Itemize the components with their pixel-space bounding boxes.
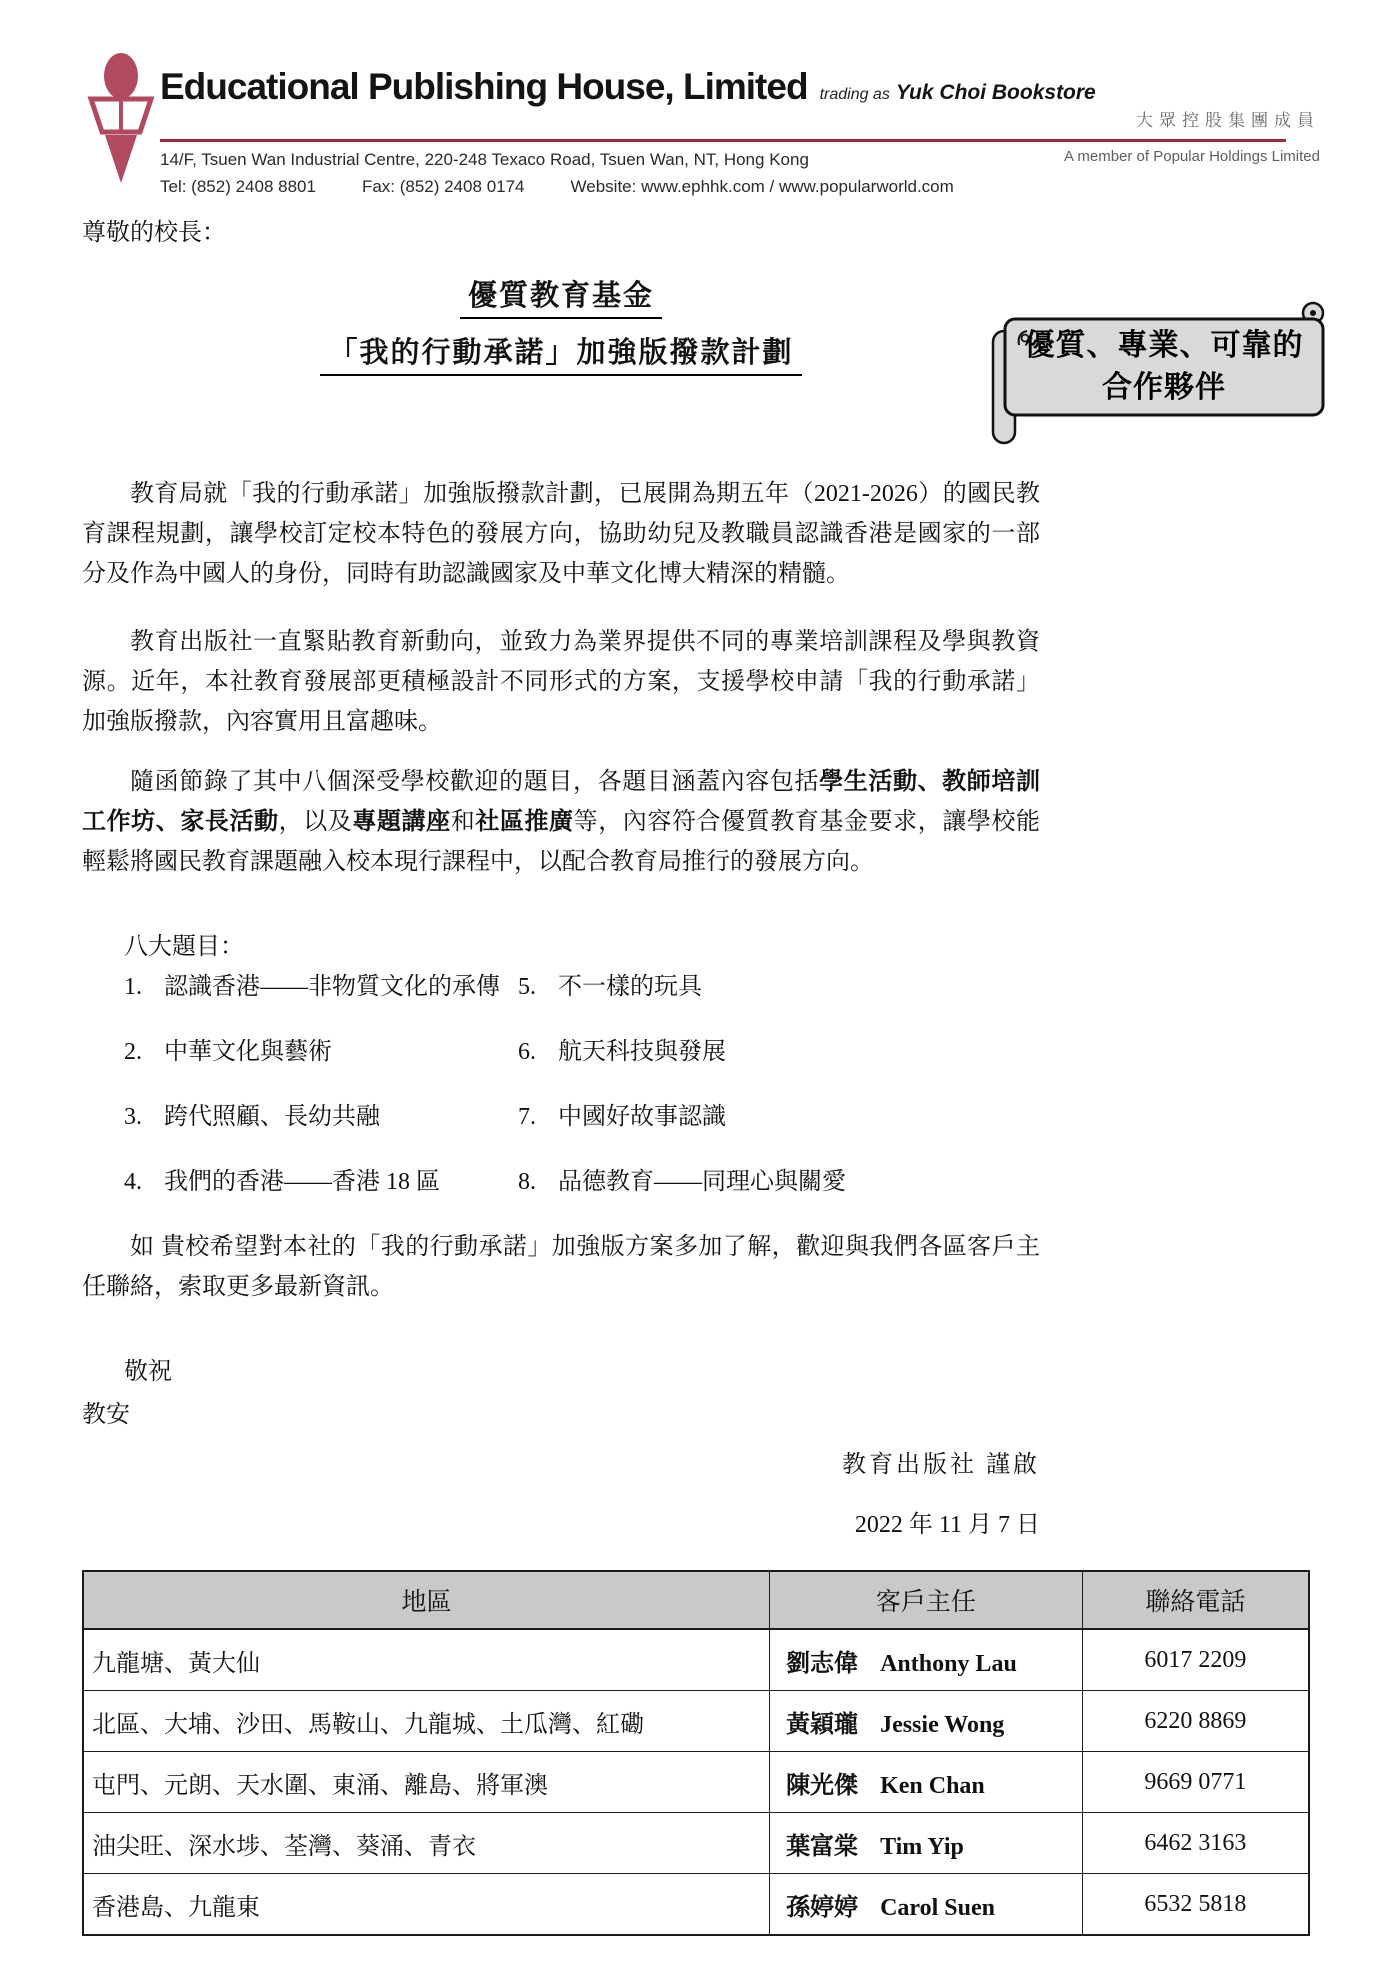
contact-table [82, 1570, 1310, 1936]
fax-label: Fax: (852) 2408 0174 [361, 177, 525, 196]
manager-cell: 陳光傑 Ken Chan [770, 1752, 1083, 1813]
topics-row [82, 1097, 1040, 1137]
paragraph-3-bold-seminar: 專題講座 [352, 809, 451, 835]
regards-line2: 教安 [82, 1402, 130, 1428]
title-line1: 優質教育基金 [460, 273, 662, 319]
table-row [83, 1752, 1309, 1813]
table-row [83, 1874, 1309, 1936]
table-row [83, 1691, 1309, 1752]
topics-row [82, 967, 1040, 1007]
letter-body [82, 200, 1310, 1936]
region-cell: 九龍塘、黃大仙 [83, 1629, 770, 1691]
region-cell: 屯門、元朗、天水圍、東涌、離島、將軍澳 [83, 1752, 770, 1813]
group-membership-cn: 大眾控股集團成員 [1136, 111, 1320, 130]
company-contact-line [160, 177, 1000, 197]
trading-as-label: trading as [819, 86, 890, 103]
table-header-row [83, 1571, 1309, 1629]
regards-line1: 敬祝 [124, 1359, 172, 1385]
closing-paragraph: 如 貴校希望對本社的「我的行動承諾」加強版方案多加了解，歡迎與我們各區客戶主任聯絡，索取更多最新資訊。 [82, 1234, 1040, 1300]
topics-list [82, 967, 1040, 1202]
topic-item-4: 4. 我們的香港——香港 18 區 [124, 1169, 440, 1195]
phone-cell: 6532 5818 [1082, 1874, 1309, 1936]
topic-item-6: 6. 航天科技與發展 [518, 1039, 726, 1065]
manager-cell: 黃穎瓏 Jessie Wong [770, 1691, 1083, 1752]
table-row [83, 1629, 1309, 1691]
website-label: Website: www.ephhk.com / www.popularworld.com [570, 177, 954, 196]
paragraph-1: 教育局就「我的行動承諾」加強版撥款計劃，已展開為期五年（2021-2026）的國民教育課程規劃，讓學校訂定校本特色的發展方向，協助幼兒及教職員認識香港是國家的一部分及作為中國人的身份，同時有助認識國家及中華文化博大精深的精髓。 [82, 481, 1040, 587]
company-address: 14/F, Tsuen Wan Industrial Centre, 220-248 Texaco Road, Tsuen Wan, NT, Hong Kong [160, 150, 809, 169]
manager-cell: 孫婷婷 Carol Suen [770, 1874, 1083, 1936]
signature: 教育出版社 謹啟 [842, 1452, 1040, 1478]
region-cell: 香港島、九龍東 [83, 1874, 770, 1936]
topic-item-3: 3. 跨代照顧、長幼共融 [124, 1104, 380, 1130]
column-header-phone: 聯絡電話 [1082, 1571, 1309, 1629]
letter-title-block [82, 273, 1040, 376]
topic-item-2: 2. 中華文化與藝術 [124, 1039, 332, 1065]
topic-item-7: 7. 中國好故事認識 [518, 1104, 726, 1130]
column-header-manager: 客戶主任 [770, 1571, 1083, 1629]
title-line2: 「我的行動承諾」加強版撥款計劃 [320, 330, 801, 376]
topic-item-8: 8. 品德教育——同理心與關愛 [518, 1169, 846, 1195]
region-cell: 北區、大埔、沙田、馬鞍山、九龍城、土瓜灣、紅磡 [83, 1691, 770, 1752]
region-cell: 油尖旺、深水埗、荃灣、葵涌、青衣 [83, 1813, 770, 1874]
company-logo-icon [85, 52, 157, 189]
banner-line1: 優質、專業、可靠的 [1024, 329, 1304, 362]
manager-cell: 葉富棠 Tim Yip [770, 1813, 1083, 1874]
letter-date: 2022 年 11 月 7 日 [854, 1512, 1040, 1538]
paragraph-3-bold-community: 社區推廣 [475, 809, 574, 835]
paragraph-2: 教育出版社一直緊貼教育新動向，並致力為業界提供不同的專業培訓課程及學與教資源。近年，本社教育發展部更積極設計不同形式的方案，支援學校申請「我的行動承諾」加強版撥款，內容實用且富趣味。 [82, 629, 1040, 735]
phone-cell: 6220 8869 [1082, 1691, 1309, 1752]
company-name-line [160, 66, 1096, 108]
group-membership-en: A member of Popular Holdings Limited [1064, 148, 1320, 165]
topic-item-1: 1. 認識香港——非物質文化的承傳 [124, 974, 500, 1000]
company-name: Educational Publishing House, Limited [160, 66, 808, 107]
letterhead-rule [160, 139, 1286, 142]
paragraph-3: 隨函節錄了其中八個深受學校歡迎的題目，各題目涵蓋內容包括學生活動、教師培訓工作坊、家長活動，以及專題講座和社區推廣等，內容符合優質教育基金要求，讓學校能輕鬆將國民教育課題融入校本現行課程中，以配合教育局推行的發展方向。 [82, 769, 1041, 875]
phone-cell: 6017 2209 [1082, 1629, 1309, 1691]
topics-heading: 八大題目： [124, 934, 244, 960]
column-header-region: 地區 [83, 1571, 770, 1629]
trading-name: Yuk Choi Bookstore [895, 81, 1096, 104]
paragraph-3-text: 隨函節錄了其中八個深受學校歡迎的題目，各題目涵蓋內容包括 [130, 769, 820, 795]
topics-row [82, 1162, 1040, 1202]
banner-line2: 合作夥伴 [1102, 371, 1226, 404]
salutation: 尊敬的校長： [82, 220, 226, 246]
manager-cell: 劉志偉 Anthony Lau [770, 1629, 1083, 1691]
table-row [83, 1813, 1309, 1874]
tel-label: Tel: (852) 2408 8801 [160, 177, 316, 196]
phone-cell: 9669 0771 [1082, 1752, 1309, 1813]
topic-item-5: 5. 不一樣的玩具 [518, 974, 702, 1000]
paragraph-3-bold-activities: 學生活動、教師培訓工作坊、家長活動 [82, 769, 1040, 835]
phone-cell: 6462 3163 [1082, 1813, 1309, 1874]
topics-row [82, 1032, 1040, 1072]
